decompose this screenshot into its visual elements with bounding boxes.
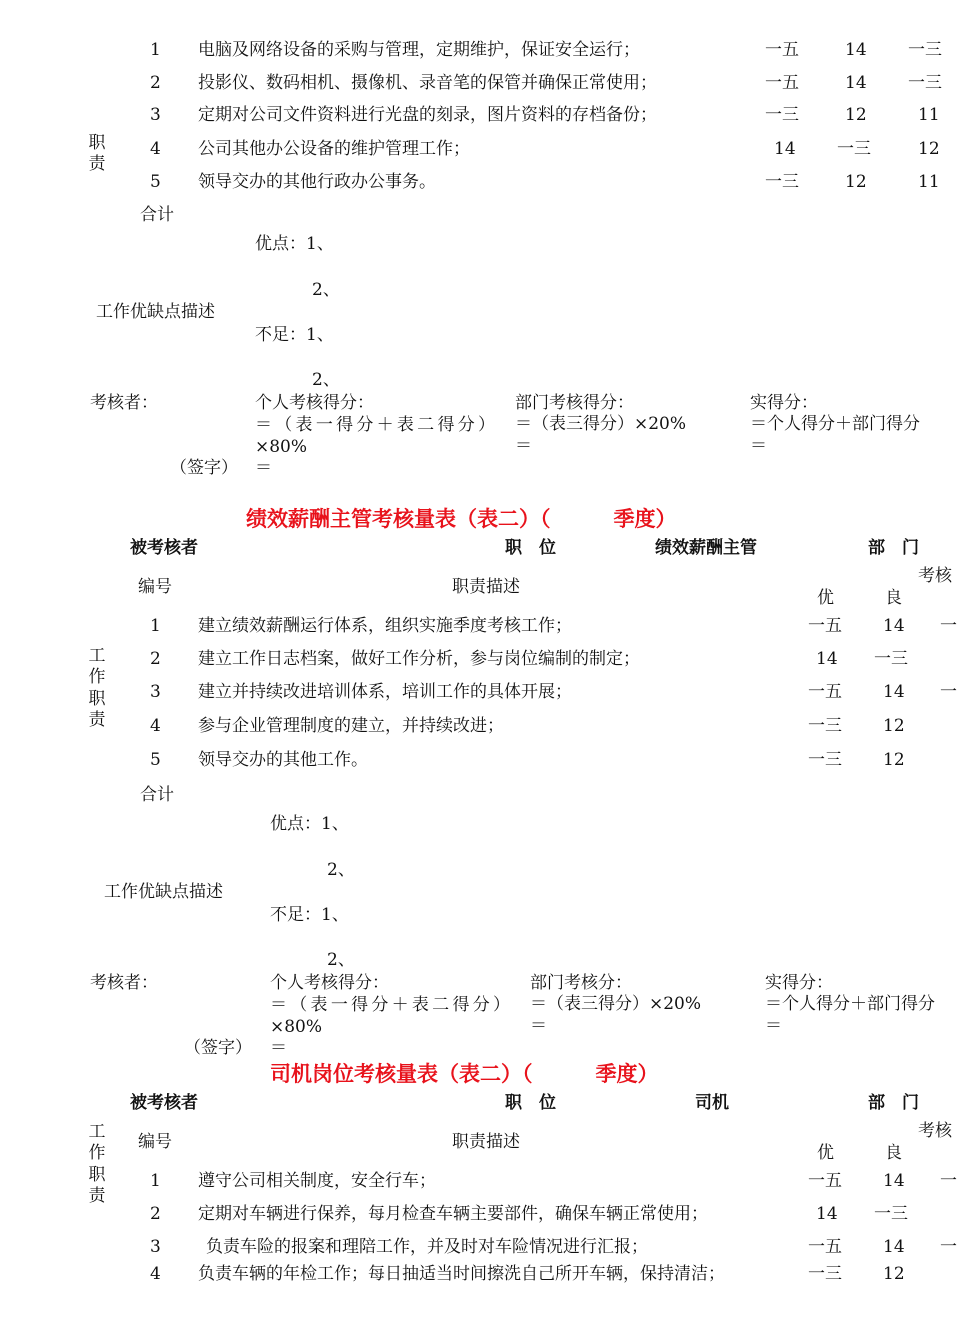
row-description: 投影仪、数码相机、摄像机、录音笔的保管并确保正常使用； [198, 73, 657, 93]
score-good: 14 [883, 616, 905, 636]
dept-score-eq: ＝ [530, 1016, 547, 1036]
evaluation-label: 工作优缺点描述 [96, 302, 215, 322]
pros-label: 优点：1、 [270, 814, 349, 834]
dept-score-title: 部门考核得分： [515, 393, 634, 413]
row-number: 1 [150, 616, 161, 636]
score-good: 12 [883, 716, 905, 736]
score-average: 11 [918, 105, 940, 125]
personal-score-eq: ＝ [255, 458, 272, 478]
row-description: 参与企业管理制度的建立，并持续改进； [198, 716, 504, 736]
score-average: 一三 [908, 73, 942, 93]
score-excellent: 一五 [808, 1171, 842, 1191]
cons-label: 不足：1、 [270, 905, 349, 925]
personal-score-title: 个人考核得分： [270, 973, 389, 993]
assessee-label: 被考核者 [130, 1093, 198, 1113]
grade-good-header: 良 [885, 1143, 902, 1163]
assessment-header: 考核 [918, 1121, 952, 1141]
score-average: 一 [940, 1237, 957, 1257]
grade-excellent-header: 优 [817, 1143, 834, 1163]
grade-good-header: 良 [885, 588, 902, 608]
score-good: 14 [883, 682, 905, 702]
score-excellent: 一三 [808, 716, 842, 736]
score-excellent: 一五 [808, 682, 842, 702]
actual-score-formula: ＝个人得分＋部门得分 [750, 414, 920, 434]
score-excellent: 一五 [808, 616, 842, 636]
signature-label: （签字） [170, 458, 238, 478]
department-label: 部 门 [868, 538, 919, 558]
assessee-label: 被考核者 [130, 538, 198, 558]
row-number: 4 [150, 716, 161, 736]
score-good: 12 [883, 750, 905, 770]
row-description: 建立并持续改进培训体系，培训工作的具体开展； [198, 682, 572, 702]
score-excellent: 一三 [765, 105, 799, 125]
row-number: 5 [150, 750, 161, 770]
score-good: 12 [845, 105, 867, 125]
personal-score-formula: ＝（表一得分＋表二得分）×80% [255, 415, 495, 458]
row-description: 定期对公司文件资料进行光盘的刻录，图片资料的存档备份； [198, 105, 657, 125]
score-excellent: 14 [816, 1204, 838, 1224]
position-value: 司机 [695, 1093, 729, 1113]
row-number: 5 [150, 172, 161, 192]
row-description: 定期对车辆进行保养，每月检查车辆主要部件，确保车辆正常使用； [198, 1204, 708, 1224]
actual-score-formula: ＝个人得分＋部门得分 [765, 994, 935, 1014]
number-header: 编号 [138, 1132, 172, 1152]
actual-score-title: 实得分： [750, 393, 818, 413]
score-excellent: 一五 [765, 40, 799, 60]
score-good: 14 [845, 40, 867, 60]
row-description: 领导交办的其他工作。 [198, 750, 368, 770]
row-number: 1 [150, 1171, 161, 1191]
position-label: 职 位 [505, 1093, 556, 1113]
assessment-header: 考核 [918, 566, 952, 586]
actual-score-title: 实得分： [765, 973, 833, 993]
side-label: 工 作 职 责 [88, 1122, 106, 1206]
row-description: 负责车险的报案和理陪工作，并及时对车险情况进行汇报； [206, 1237, 648, 1257]
side-label: 工 作 职 责 [88, 646, 106, 730]
form-title: 绩效薪酬主管考核量表（表二）（ 季度） [246, 506, 677, 531]
score-good: 12 [883, 1264, 905, 1284]
pros-label: 优点：1、 [255, 234, 334, 254]
cons-label: 不足：1、 [255, 325, 334, 345]
row-description: 电脑及网络设备的采购与管理，定期维护，保证安全运行； [198, 40, 640, 60]
row-description: 公司其他办公设备的维护管理工作； [198, 139, 470, 159]
score-excellent: 一五 [808, 1237, 842, 1257]
assessor-label: 考核者： [90, 973, 158, 993]
cons-item-2: 2、 [327, 950, 355, 970]
row-description: 领导交办的其他行政办公事务。 [198, 172, 436, 192]
score-excellent: 14 [774, 139, 796, 159]
department-label: 部 门 [868, 1093, 919, 1113]
row-description: 负责车辆的年检工作；每日抽适当时间擦洗自己所开车辆，保持清洁； [198, 1264, 725, 1284]
pros-item-2: 2、 [312, 280, 340, 300]
row-number: 3 [150, 105, 161, 125]
score-good: 14 [883, 1237, 905, 1257]
row-number: 3 [150, 1237, 161, 1257]
personal-score-title: 个人考核得分： [255, 393, 374, 413]
score-excellent: 一三 [808, 750, 842, 770]
side-label: 职 责 [88, 133, 106, 175]
row-number: 4 [150, 1264, 161, 1284]
personal-score-formula: ＝（表一得分＋表二得分）×80% [270, 995, 510, 1038]
total-label: 合计 [140, 205, 174, 225]
row-number: 4 [150, 139, 161, 159]
dept-score-formula: ＝（表三得分）×20% [515, 414, 687, 434]
row-description: 建立工作日志档案，做好工作分析，参与岗位编制的制定； [198, 649, 640, 669]
number-header: 编号 [138, 577, 172, 597]
pros-item-2: 2、 [327, 860, 355, 880]
score-average: 一 [940, 1171, 957, 1191]
row-number: 2 [150, 1204, 161, 1224]
row-description: 遵守公司相关制度，安全行车； [198, 1171, 436, 1191]
row-number: 3 [150, 682, 161, 702]
signature-label: （签字） [184, 1038, 252, 1058]
evaluation-label: 工作优缺点描述 [104, 882, 223, 902]
score-average: 12 [918, 139, 940, 159]
description-header: 职责描述 [452, 1132, 520, 1152]
dept-score-title: 部门考核分： [530, 973, 632, 993]
row-number: 2 [150, 649, 161, 669]
score-excellent: 14 [816, 649, 838, 669]
score-excellent: 一三 [808, 1264, 842, 1284]
description-header: 职责描述 [452, 577, 520, 597]
score-good: 14 [883, 1171, 905, 1191]
position-label: 职 位 [505, 538, 556, 558]
score-good: 一三 [837, 139, 871, 159]
form-title: 司机岗位考核量表（表二）（ 季度） [270, 1061, 659, 1086]
assessor-label: 考核者： [90, 393, 158, 413]
grade-excellent-header: 优 [817, 588, 834, 608]
row-number: 2 [150, 73, 161, 93]
score-average: 一 [940, 682, 957, 702]
position-value: 绩效薪酬主管 [655, 538, 757, 558]
total-label: 合计 [140, 785, 174, 805]
score-average: 一三 [908, 40, 942, 60]
score-good: 一三 [874, 649, 908, 669]
actual-score-eq: ＝ [765, 1016, 782, 1036]
dept-score-formula: ＝（表三得分）×20% [530, 994, 702, 1014]
actual-score-eq: ＝ [750, 436, 767, 456]
score-good: 14 [845, 73, 867, 93]
row-description: 建立绩效薪酬运行体系，组织实施季度考核工作； [198, 616, 572, 636]
score-excellent: 一五 [765, 73, 799, 93]
score-good: 12 [845, 172, 867, 192]
row-number: 1 [150, 40, 161, 60]
score-good: 一三 [874, 1204, 908, 1224]
score-average: 一 [940, 616, 957, 636]
score-average: 11 [918, 172, 940, 192]
score-excellent: 一三 [765, 172, 799, 192]
cons-item-2: 2、 [312, 370, 340, 390]
dept-score-eq: ＝ [515, 436, 532, 456]
personal-score-eq: ＝ [270, 1038, 287, 1058]
